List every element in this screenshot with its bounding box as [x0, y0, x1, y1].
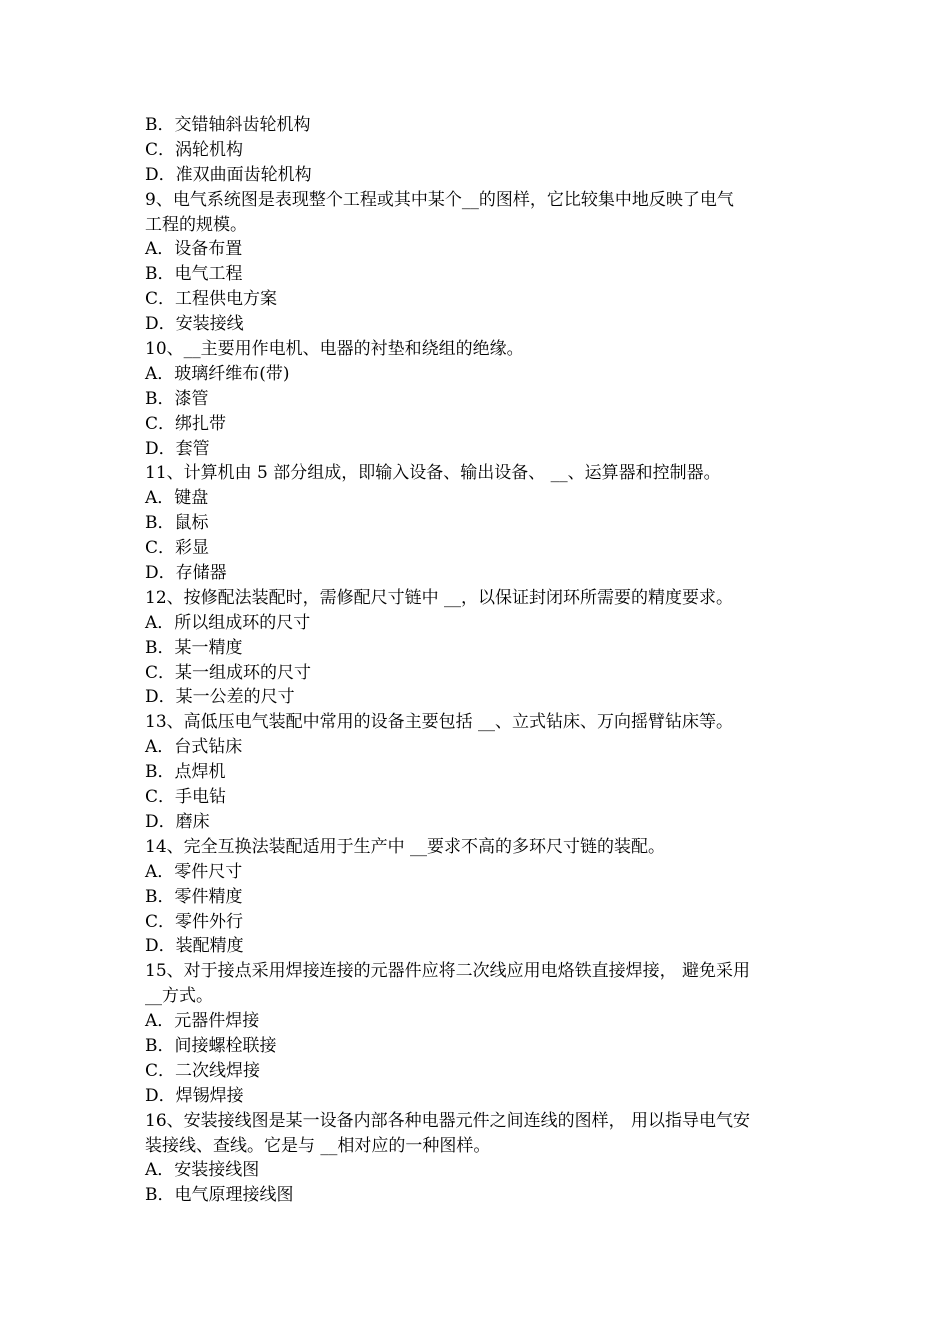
answer-option-line: A．台式钻床	[145, 737, 243, 758]
question-text-line: __方式。	[145, 986, 213, 1007]
question-text-line: 12、按修配法装配时，需修配尺寸链中 __，以保证封闭环所需要的精度要求。	[145, 587, 734, 608]
answer-option-line: D．焊锡焊接	[145, 1085, 244, 1106]
answer-option-line: B．鼠标	[145, 513, 209, 534]
answer-option-line: B．漆管	[145, 388, 209, 409]
answer-option-line: D．准双曲面齿轮机构	[145, 164, 312, 185]
question-text-line: 14、完全互换法装配适用于生产中 __要求不高的多环尺寸链的装配。	[145, 836, 666, 857]
answer-option-line: B．电气原理接线图	[145, 1185, 294, 1206]
answer-option-line: A．键盘	[145, 488, 209, 509]
question-text-line: 13、高低压电气装配中常用的设备主要包括 __、立式钻床、万向摇臂钻床等。	[145, 712, 734, 733]
answer-option-line: B．零件精度	[145, 886, 243, 907]
answer-option-line: A．设备布置	[145, 239, 243, 260]
answer-option-line: D．装配精度	[145, 936, 244, 957]
question-text-line: 11、计算机由 5 部分组成，即输入设备、输出设备、 __、运算器和控制器。	[145, 463, 721, 484]
answer-option-line: D．套管	[145, 438, 210, 459]
answer-option-line: C．绑扎带	[145, 413, 227, 434]
answer-option-line: A．元器件焊接	[145, 1011, 260, 1032]
answer-option-line: B．间接螺栓联接	[145, 1035, 277, 1056]
question-text-line: 9、电气系统图是表现整个工程或其中某个__的图样，它比较集中地反映了电气	[145, 189, 734, 210]
document-page	[145, 113, 810, 1208]
answer-option-line: A．玻璃纤维布(带)	[145, 363, 290, 384]
answer-option-line: C．二次线焊接	[145, 1060, 261, 1081]
answer-option-line: C．零件外行	[145, 911, 244, 932]
answer-option-line: B．电气工程	[145, 264, 243, 285]
answer-option-line: A．零件尺寸	[145, 861, 243, 882]
answer-option-line: C．彩显	[145, 538, 210, 559]
answer-option-line: C．手电钻	[145, 787, 227, 808]
answer-option-line: A．安装接线图	[145, 1160, 260, 1181]
question-text-line: 15、对于接点采用焊接连接的元器件应将二次线应用电烙铁直接焊接， 避免采用	[145, 961, 751, 982]
answer-option-line: D．某一公差的尺寸	[145, 687, 295, 708]
question-text-line: 16、安装接线图是某一设备内部各种电器元件之间连线的图样， 用以指导电气安	[145, 1110, 751, 1131]
answer-option-line: D．磨床	[145, 811, 210, 832]
answer-option-line: B．交错轴斜齿轮机构	[145, 115, 311, 135]
answer-option-line: D．安装接线	[145, 314, 244, 335]
answer-option-line: B．某一精度	[145, 637, 243, 658]
question-text-line: 10、__主要用作电机、电器的衬垫和绕组的绝缘。	[145, 339, 524, 360]
question-text-line: 装接线、查线。它是与 __相对应的一种图样。	[145, 1135, 491, 1156]
answer-option-line: C．涡轮机构	[145, 139, 244, 160]
answer-option-line: C．某一组成环的尺寸	[145, 662, 312, 683]
answer-option-line: B．点焊机	[145, 762, 226, 783]
answer-option-line: D．存储器	[145, 563, 227, 584]
answer-option-line: A．所以组成环的尺寸	[145, 612, 311, 633]
answer-option-line: C．工程供电方案	[145, 289, 278, 310]
question-text-line: 工程的规模。	[145, 214, 247, 235]
